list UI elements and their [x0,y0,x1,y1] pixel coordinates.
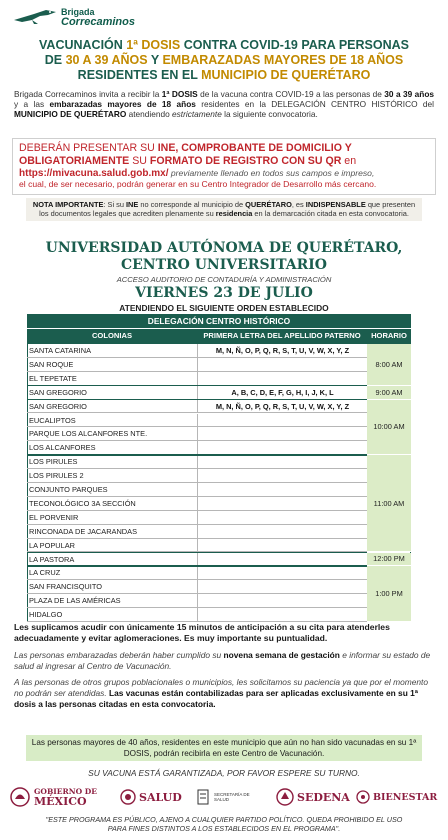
venue-line1: UNIVERSIDAD AUTÓNOMA DE QUERÉTARO, [45,240,403,256]
intro-bold: 1ª DOSIS [161,89,198,99]
p3-bold: Las vacunas están contabilizadas para ser aplicadas exclusivamente en su 1ª dosis a las personas citadas en esta convocatoria. [14,688,418,709]
salud-emblem-icon [120,788,136,806]
pregnancy-note [14,650,434,672]
req-bold: OBLIGATORIAMENTE [19,155,130,167]
hour-cell: 10:00 AM [367,400,411,456]
table-row [27,539,367,553]
letters-cell [197,580,367,593]
bienestar-text: BIENESTAR [373,791,438,803]
letters-cell: M, N, Ñ, O, P, Q, R, S, T, U, V, W, X, Y, Z [197,400,367,413]
note-text: , es [291,200,306,209]
letters-cell [197,441,367,454]
title-highlight: MUNICIPIO DE QUERÉTARO [201,68,371,82]
p2-text: e informar su estado de salud al ingresar al Centro de Vacunación. [14,650,431,671]
table-header [27,329,411,343]
title-highlight: EMBARAZADAS MAYORES DE 18 AÑOS [162,53,404,67]
colonia-cell: SAN ROQUE [29,359,74,369]
table-row [27,525,367,539]
note-bold: QUERÉTARO [245,200,292,209]
intro-text: y a las [14,99,50,110]
eagle-emblem-icon [10,786,30,808]
table-row [27,358,367,372]
colonia-cell: SAN FRANCISQUITO [29,582,102,592]
req-note: el cual, de ser necesario, podrán generar en su Centro Integrador de Desarrollo más cercano. [19,179,377,189]
letters-cell [197,455,367,468]
table-row [27,414,367,428]
order-caption: ATENDIENDO EL SIGUIENTE ORDEN ESTABLECIDO [119,303,329,313]
letters-cell: A, B, C, D, E, F, G, H, I, J, K, L [197,386,367,399]
intro-bold: MUNICIPIO DE QUERÉTARO [14,109,127,120]
intro-text: residentes en la DELEGACIÓN CENTRO HISTÓRICO del [195,99,434,110]
colonia-cell: CONJUNTO PARQUES [29,485,108,494]
colonia-cell: TECONOLÓGICO 3A SECCIÓN [29,498,136,508]
letters-cell [197,594,367,607]
letters-cell [197,553,367,566]
venue-subtitle: ACCESO AUDITORIO DE CONTADURÍA Y ADMINISTRACIÓN [116,275,332,284]
table-row [27,427,367,441]
table-row [27,594,367,608]
colonia-cell: EL TEPETATE [29,373,77,383]
table-row [27,497,367,511]
title-text: VACUNACIÓN [39,38,127,52]
note-bold: INDISPENSABLE [305,200,366,209]
intro-text: de la vacuna contra COVID-19 a las personas de [197,89,385,99]
header-colonias: COLONIAS [91,331,133,340]
brand-line1: Brigada [61,7,95,17]
table-row [27,608,367,622]
bienestar-emblem-icon [356,788,370,806]
table-row [27,553,367,567]
important-note [26,198,422,221]
table-row [27,566,367,580]
sedena-emblem-icon [276,787,294,807]
letters-cell [197,483,367,496]
brigada-correcaminos-logo [12,6,182,28]
colonia-cell: LOS PIRULES 2 [29,471,84,481]
government-logos [10,784,438,810]
title-text: CONTRA COVID-19 PARA PERSONAS [180,38,409,52]
queretaro-emblem-icon [196,788,210,806]
intro-text: Brigada Correcaminos invita a recibir la [14,89,162,99]
letters-cell [197,358,367,371]
colonia-cell: HIDALGO [29,610,63,620]
note-text: en la demarcación citada en esta convocatoria. [252,209,409,219]
hour-cell: 12:00 PM [367,553,411,567]
title-highlight: 1ª DOSIS [126,38,181,52]
note-text: no corresponde al municipio de [138,200,246,209]
req-italic: previamente llenado en todos sus campos e impreso, [168,168,375,178]
colonia-cell: LA CRUZ [29,568,61,578]
requirements-box [12,138,436,195]
letters-cell [197,566,367,579]
punctuality-note: Les suplicamos acudir con únicamente 15 minutos de anticipación a su cita para atenderles adecuadamente y evitar aglomeraciones. Es muy importante su puntualidad. [14,622,390,643]
colonia-cell: LA PASTORA [29,554,75,564]
group-divider [27,565,367,567]
letters-cell [197,427,367,440]
intro-bold: embarazadas mayores de 18 años [49,99,196,110]
title-highlight: 30 A 39 AÑOS [65,53,148,67]
colonia-cell: EUCALIPTOS [29,415,76,425]
guarantee-text: SU VACUNA ESTÁ GARANTIZADA, POR FAVOR ESPERE SU TURNO. [88,768,360,778]
hour-cell: 11:00 AM [367,455,411,552]
bienestar-logo [356,784,438,810]
colonia-cell: PARQUE LOS ALCANFORES NTE. [29,429,148,439]
colonia-cell: SAN GREGORIO [29,387,87,397]
header-letters: PRIMERA LETRA DEL APELLIDO PATERNO [203,331,361,340]
table-row [27,580,367,594]
hour-cell: 8:00 AM [367,344,411,386]
event-date: VIERNES 23 DE JULIO [135,285,313,301]
qro-text: SECRETARÍA DE SALUD [214,792,250,802]
title-text: Y [147,53,163,67]
registration-link[interactable]: https://mivacuna.salud.gob.mx/ [19,168,169,179]
colonia-cell: LA POPULAR [29,540,76,550]
letters-cell [197,608,367,621]
table-row [27,511,367,525]
brand-line2: Correcaminos [61,16,135,28]
req-text: SU [129,155,150,167]
roadrunner-icon [12,8,58,26]
colonia-cell: LOS PIRULES [29,457,78,467]
table-row [27,372,367,386]
delegation-header: DELEGACIÓN CENTRO HISTÓRICO [27,314,411,328]
intro-italic: estrictamente [172,109,222,120]
p2-bold: novena semana de gestación [223,650,340,660]
letters-cell [197,525,367,538]
group-divider [27,552,367,554]
note-label: NOTA IMPORTANTE [32,200,104,209]
letters-cell [197,497,367,510]
sedena-text: SEDENA [297,790,350,804]
venue-title [8,240,440,274]
p2-text: Las personas embarazadas deberán haber cumplido su [14,650,224,660]
table-row [27,441,367,455]
letters-cell [197,511,367,524]
p3-text: A las personas de otros grupos poblacionales o municipios, les solicitamos su paciencia ya que por el momento no podrán ser atendidas. [14,677,429,698]
req-text: DEBERÁN PRESENTAR SU [19,142,158,154]
colonia-cell: SAN GREGORIO [29,401,87,411]
req-text: en [341,155,357,167]
group-divider [27,385,367,387]
letters-cell [197,372,367,385]
salud-logo [120,784,190,810]
group-divider [27,399,367,401]
over-40-note: Las personas mayores de 40 años, residentes en este municipio que aún no han sido vacunadas en su 1ª DOSIS, podrán recibirla en este Centro de Vacunación. [26,735,422,761]
colonia-cell: SANTA CATARINA [29,346,92,355]
table-row [27,483,367,497]
disclaimer-line2: PARA FINES DISTINTOS A LOS ESTABLECIDOS EN EL PROGRAMA". [107,824,341,833]
note-bold: residencia [215,209,253,219]
disclaimer-line1: "ESTE PROGRAMA ES PÚBLICO, AJENO A CUALQUIER PARTIDO POLÍTICO. QUEDA PROHIBIDO EL USO [45,815,403,824]
gob-line1: GOBIERNO DE [34,787,97,796]
group-divider [27,454,367,456]
sedena-logo [276,784,356,810]
gobierno-mexico-logo [10,784,110,810]
page-title [8,38,440,83]
salud-text: SALUD [139,790,182,804]
other-groups-note [14,677,434,710]
letters-cell [197,539,367,552]
venue-line2: CENTRO UNIVERSITARIO [120,257,327,273]
table-row [27,469,367,483]
title-text: DE [44,53,66,67]
title-text: RESIDENTES EN EL [77,68,202,82]
table-row [27,344,367,358]
intro-bold: 30 a 39 años [384,89,434,99]
colonia-cell: EL PORVENIR [29,512,79,522]
hour-cell: 9:00 AM [367,386,411,400]
note-text: que presenten los documentos legales que acrediten plenamente su [39,200,416,219]
hour-cell: 1:00 PM [367,566,411,622]
colonia-cell: RINCONADA DE JACARANDAS [29,526,138,536]
letters-cell [197,469,367,482]
colonia-cell: PLAZA DE LAS AMÉRICAS [29,596,121,606]
table-row [27,400,367,414]
intro-paragraph [14,89,434,120]
req-bold: INE, COMPROBANTE DE DOMICILIO Y [157,142,352,154]
queretaro-salud-logo [196,784,276,810]
note-bold: INE [126,200,139,209]
colonia-cell: LOS ALCANFORES [29,443,96,453]
disclaimer [8,815,440,833]
letters-cell [197,414,367,427]
table-row [27,386,367,400]
intro-text: atendiendo [126,109,173,120]
req-bold: FORMATO DE REGISTRO CON SU QR [149,155,342,167]
intro-text: la siguiente convocatoria. [221,109,318,120]
gob-line2: MÉXICO [34,795,87,808]
table-row [27,455,367,469]
note-text: : Si su [103,200,126,209]
header-hours: HORARIO [371,331,407,340]
letters-cell: M, N, Ñ, O, P, Q, R, S, T, U, V, W, X, Y, Z [197,344,367,357]
